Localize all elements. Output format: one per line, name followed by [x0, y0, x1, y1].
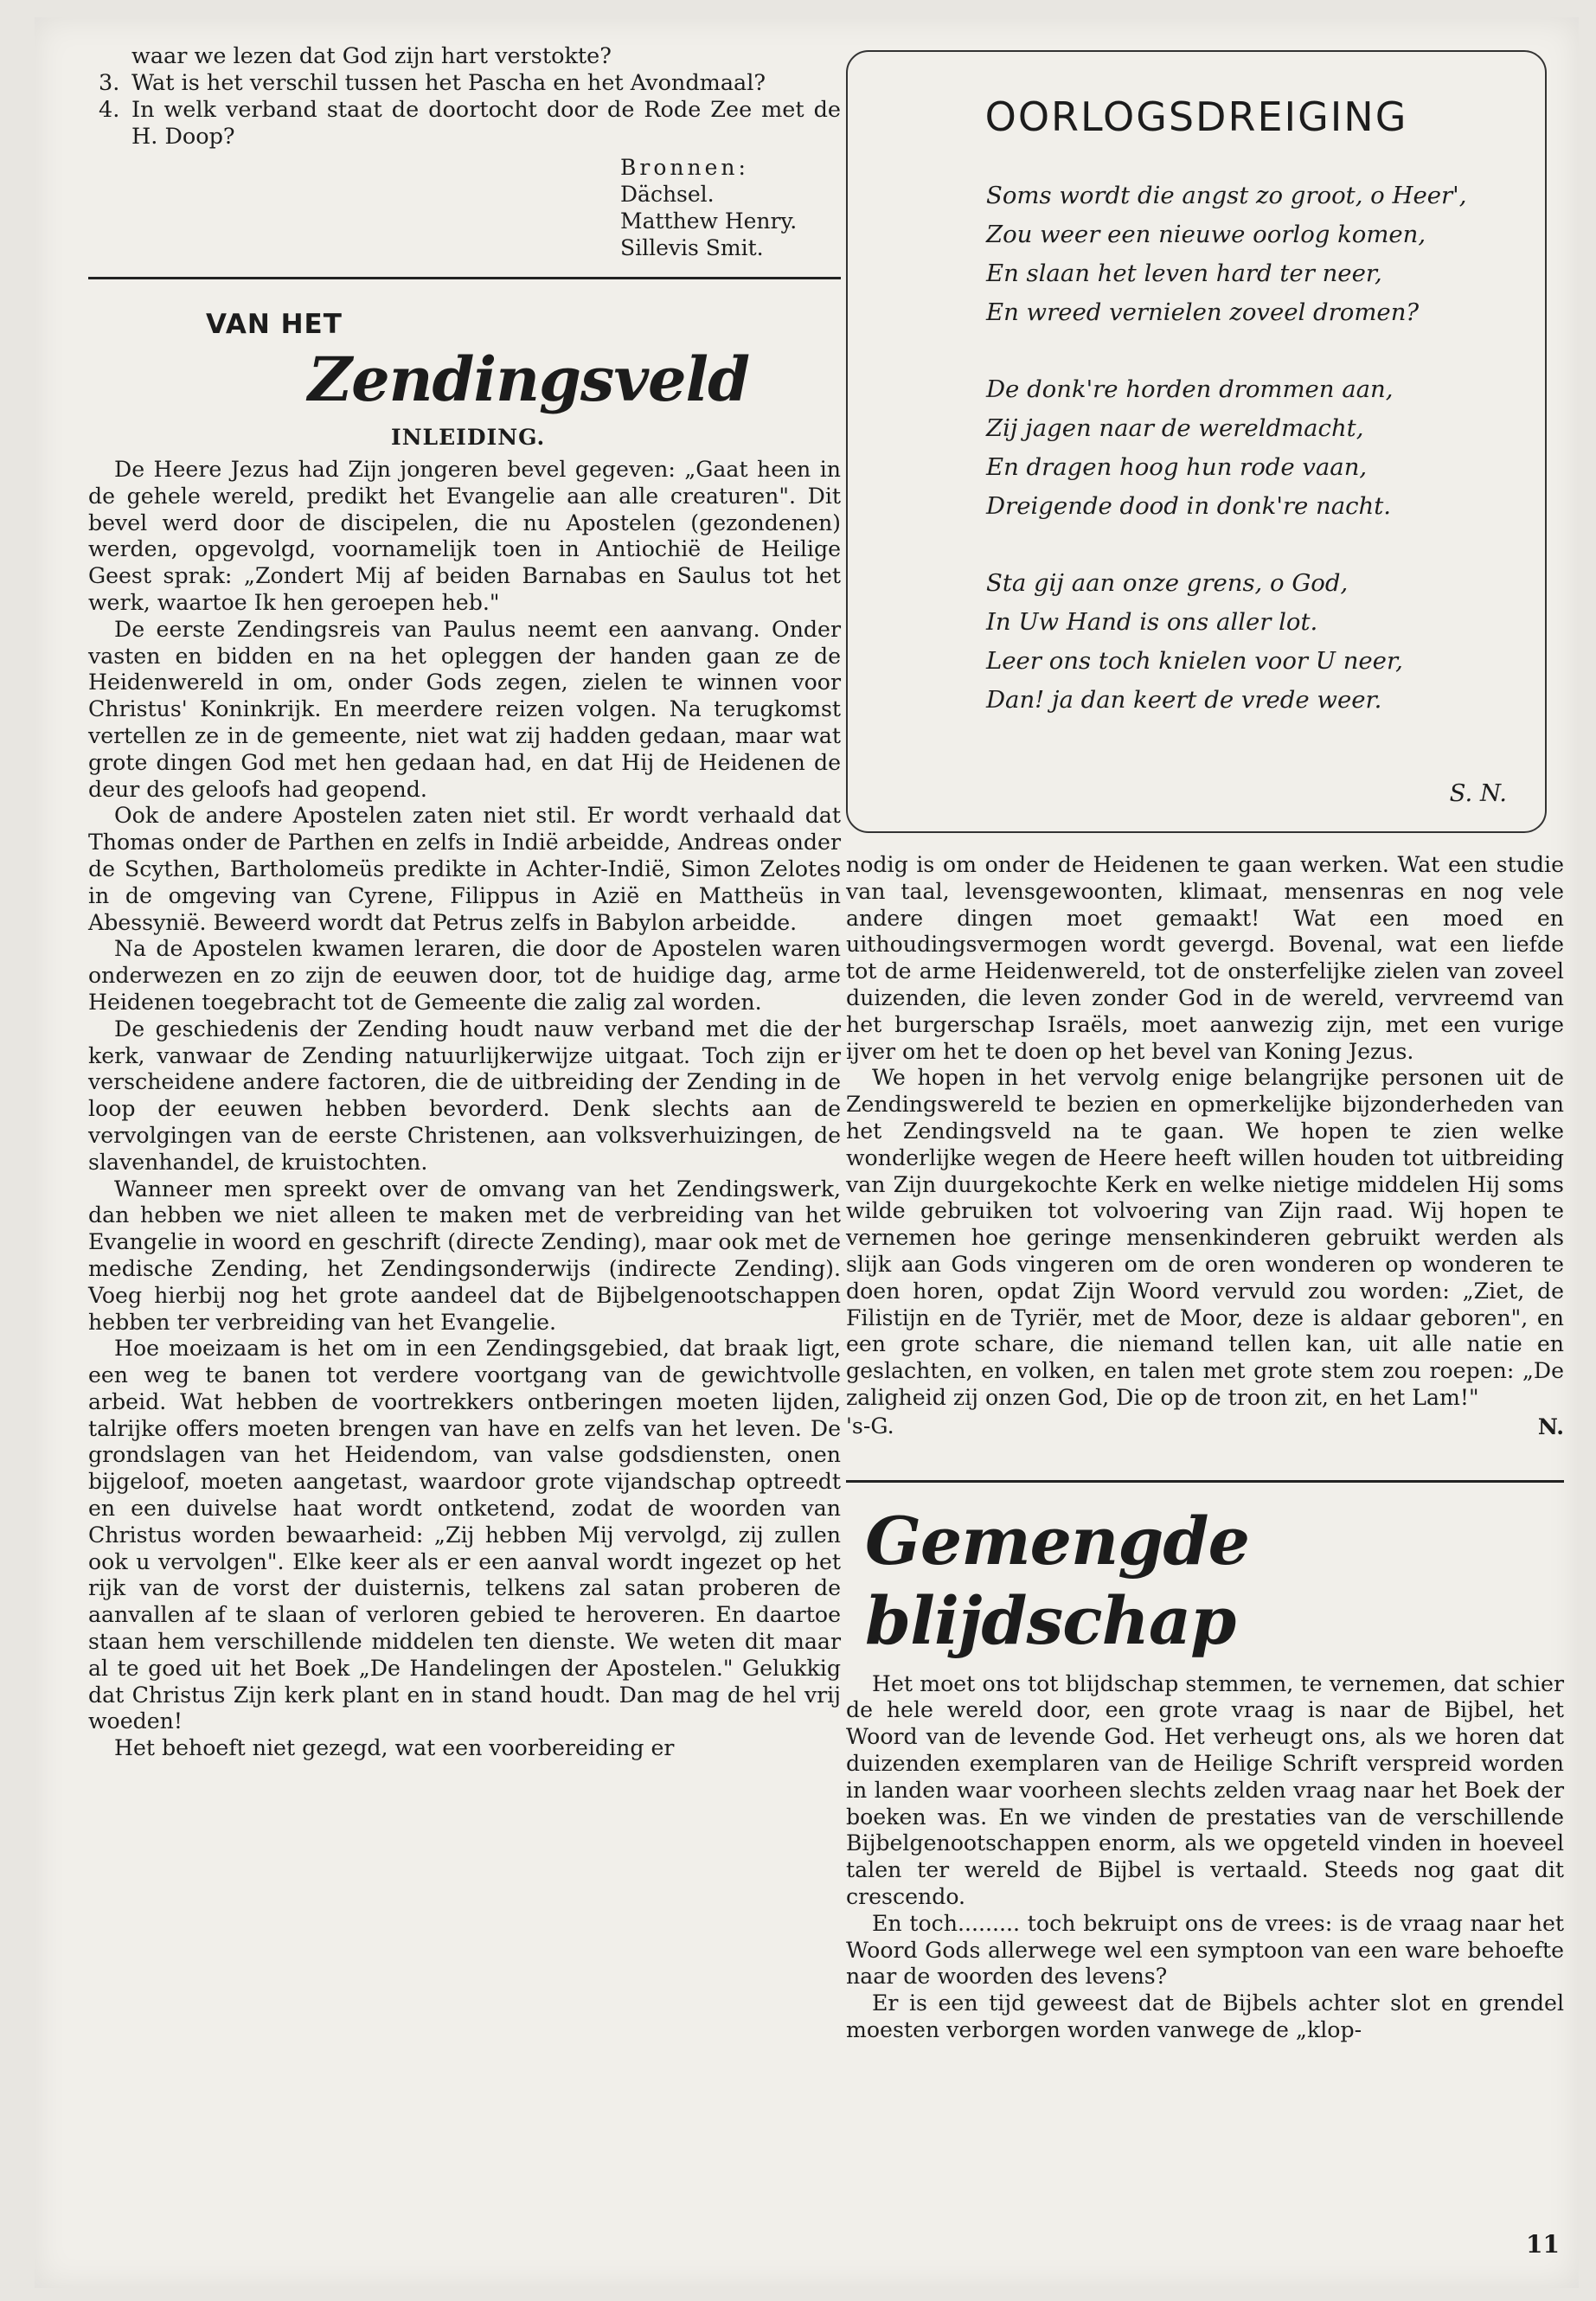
- poem-box: [846, 50, 1547, 833]
- article-paragraph: Het moet ons tot blijdschap stemmen, te vernemen, dat schier de hele wereld door, een grote vraag is naar de Bijbel, het Woord van de levende God. Het verheugt ons, als we horen dat duizenden exemplaren van de Heilige Schrift verspreid worden in landen waar voorheen slechts zelden vraag naar het Boek der boeken was. En we vinden de prestaties van de verschillende Bijbelgenootschappen enorm, als we opgeteld vinden in hoeveel talen ter wereld de Bijbel is vertaald. Steeds nog gaat dit crescendo.: [846, 1670, 1564, 1909]
- article-paragraph: Er is een tijd geweest dat de Bijbels achter slot en grendel moesten verborgen worden vanwege de „klop-: [846, 1990, 1564, 2042]
- sources-block: [620, 154, 841, 261]
- poem-line: En dragen hoog hun rode vaan,: [986, 453, 1368, 481]
- article-paragraph: We hopen in het vervolg enige belangrijke personen uit de Zendingswereld te bezien en opmerkelijke bijzonderheden van het Zendingsveld na te gaan. We hopen te zien welke wonderlijke wegen de Heere heeft willen houden tot uitbreiding van Zijn duurgekochte Kerk en welke nietige middelen Hij soms wilde gebruiken tot volvoering van Zijn raad. Wij hopen te vernemen hoe geringe mensenkinderen gebruikt werden als slijk aan Gods vingeren om de oren wonderen op wonderen te doen horen, opdat Zijn Woord vervuld zou worden: „Ziet, de Filistijn en de Tyriër, met de Moor, deze is aldaar geboren", en een grote schare, die niemand tellen kan, uit alle natie en geslachten, en volken, en talen met grote stem zou roepen: „De zaligheid zij onzen God, Die op de troon zit, en het Lam!": [846, 1065, 1564, 1410]
- section-title: Gemengde blijdschap: [865, 1502, 1249, 1659]
- article-place: 's-G.: [846, 1413, 894, 1439]
- article-paragraph: De Heere Jezus had Zijn jongeren bevel gegeven: „Gaat heen in de gehele wereld, predikt het Evangelie aan alle creaturen". Dit bevel werd door de discipelen, die nu Apostelen (gezondenen) werden, opgevolgd, voornamelijk toen in Antiochië de Heilige Geest sprak: „Zondert Mij af beiden Barnabas en Saulus tot het werk, waartoe Ik hen geroepen heb.": [88, 457, 841, 615]
- poem-line: En wreed vernielen zoveel dromen?: [986, 298, 1420, 326]
- poem-line: De donk're horden drommen aan,: [986, 375, 1394, 403]
- poem-line: In Uw Hand is ons aller lot.: [986, 608, 1318, 636]
- article-paragraph: De eerste Zendingsreis van Paulus neemt een aanvang. Onder vasten en bidden en na het opleggen der handen gaan ze de Heidenwereld in om, onder Gods zegen, zielen te winnen voor Christus' Koninkrijk. En meerdere reizen volgen. Na terugkomst vertellen ze in de gemeente, niet wat zij hadden gedaan, maar wat grote dingen God met hen gedaan had, en dat Hij de Heidenen de deur des geloofs had geopend.: [88, 616, 841, 802]
- article-paragraph: nodig is om onder de Heidenen te gaan werken. Wat een studie van taal, levensgewoonten, klimaat, mensenras en nog vele andere dingen moet gemaakt! Wat een moed en uithoudingsvermogen wordt gevergd. Bovenal, wat een liefde tot de arme Heidenwereld, tot de onsterfelijke zielen van zoveel duizenden, die leven zonder God in de wereld, vervreemd van het burgerschap Israëls, moet aanwezig zijn, met een vurige ijver om het te doen op het bevel van Koning Jezus.: [846, 852, 1564, 1064]
- poem-line: Zou weer een nieuwe oorlog komen,: [986, 221, 1426, 248]
- article-paragraph: En toch......... toch bekruipt ons de vrees: is de vraag naar het Woord Gods allerwege wel een symptoon van een ware behoefte naar de woorden des levens?: [846, 1910, 1564, 1990]
- question-text: Wat is het verschil tussen het Pascha en het Avondmaal?: [131, 70, 766, 96]
- question-item: [88, 70, 841, 97]
- poem-line: Leer ons toch knielen voor U neer,: [986, 647, 1403, 675]
- question-text: waar we lezen dat God zijn hart verstokte?: [131, 43, 612, 69]
- question-text: In welk verband staat de doortocht door de Rode Zee met de H. Doop?: [131, 97, 841, 150]
- question-list: [88, 43, 841, 151]
- poem-line: Dan! ja dan keert de vrede weer.: [986, 686, 1382, 714]
- poem-signature: S. N.: [1449, 779, 1507, 807]
- poem-stanza: [986, 176, 1545, 332]
- article-paragraph: Ook de andere Apostelen zaten niet stil. Er wordt verhaald dat Thomas onder de Parthen en zelfs in Indië arbeidde, Andreas onder de Scythen, Bartholomeüs predikte in Achter-Indië, Simon Zelotes in de omgeving van Cyrene, Filippus in Azië en Mattheüs in Abessynië. Beweerd wordt dat Petrus zelfs in Babylon arbeidde.: [88, 803, 841, 935]
- right-column: [846, 50, 1564, 2044]
- article-paragraph: Hoe moeizaam is het om in een Zendingsgebied, dat braak ligt, een weg te banen tot verdere voortgang van de gewichtvolle arbeid. Wat hebben de voortrekkers ontberingen moeten lijden, talrijke offers moeten brengen van have en zelfs van het leven. De grondslagen van het Heidendom, van valse godsdiensten, onen bijgeloof, moeten aangetast, waardoor grote vijandschap optreedt en een duivelse haat wordt ontketend, zodat de woorden van Christus worden bewaarheid: „Zij hebben Mij vervolgd, zij zullen ook u vervolgen". Elke keer als er een aanval wordt ingezet op het rijk van de vorst der duisternis, telkens zal satan proberen de aanvallen af te slaan of verloren gebied te heroveren. En daartoe staan hem verschillende middelen ten dienste. We weten dit maar al te goed uit het Boek „De Handelingen der Apostelen." Gelukkig dat Christus Zijn kerk plant en in stand houdt. Dan mag de hel vrij woeden!: [88, 1336, 841, 1734]
- article-body: [88, 457, 841, 1762]
- poem-line: Zij jagen naar de wereldmacht,: [986, 414, 1364, 442]
- article-signature: [846, 1413, 1564, 1440]
- poem-line: En slaan het leven hard ter neer,: [986, 260, 1382, 287]
- poem-stanza: [986, 370, 1545, 526]
- poem-line: Dreigende dood in donk're nacht.: [986, 492, 1392, 520]
- question-number: 4.: [99, 97, 120, 123]
- article-paragraph: Na de Apostelen kwamen leraren, die door de Apostelen waren onderwezen en zo zijn de eeuwen door, tot de huidige dag, arme Heidenen toegebracht tot de Gemeente die zalig zal worden.: [88, 936, 841, 1015]
- question-number: 3.: [99, 70, 120, 96]
- section-divider: [846, 1480, 1564, 1483]
- page-number: 11: [1526, 2230, 1560, 2259]
- poem-line: Soms wordt die angst zo groot, o Heer',: [986, 182, 1467, 209]
- sources-heading: Bronnen:: [620, 155, 749, 180]
- question-item: [88, 97, 841, 151]
- magazine-page: [35, 17, 1579, 2288]
- article-body: [846, 1671, 1564, 2044]
- question-number: [88, 43, 131, 70]
- question-item: [88, 43, 841, 70]
- section-title: Zendingsveld: [308, 343, 750, 415]
- poem-title: OORLOGSDREIGING: [984, 93, 1408, 140]
- section-kicker: VAN HET: [206, 309, 343, 340]
- section-divider: [88, 277, 841, 279]
- article-paragraph: Het behoeft niet gezegd, wat een voorbereiding er: [114, 1735, 675, 1761]
- article-continuation: [846, 852, 1564, 1440]
- section-subtitle: INLEIDING.: [391, 425, 546, 450]
- left-column: [88, 43, 841, 1762]
- poem-stanza: [986, 564, 1545, 720]
- source-item: Sillevis Smit.: [620, 235, 764, 260]
- article-author: N.: [1537, 1413, 1564, 1439]
- article-paragraph: De geschiedenis der Zending houdt nauw verband met die der kerk, vanwaar de Zending natuurlijkerwijze uitgaat. Toch zijn er verscheidene andere factoren, die de uitbreiding der Zending in de loop der eeuwen hebben bevorderd. Denk slechts aan de vervolgingen van de eerste Christenen, aan volksverhuizingen, de slavenhandel, de kruistochten.: [88, 1016, 841, 1175]
- source-item: Matthew Henry.: [620, 208, 798, 234]
- poem-line: Sta gij aan onze grens, o God,: [986, 569, 1349, 597]
- article-paragraph: Wanneer men spreekt over de omvang van het Zendingswerk, dan hebben we niet alleen te maken met de verbreiding van het Evangelie in woord en geschrift (directe Zending), maar ook met de medische Zending, het Zendingsonderwijs (indirecte Zending). Voeg hierbij nog het grote aandeel dat de Bijbelgenootschappen hebben ter verbreiding van het Evangelie.: [88, 1176, 841, 1335]
- source-item: Dächsel.: [620, 182, 715, 207]
